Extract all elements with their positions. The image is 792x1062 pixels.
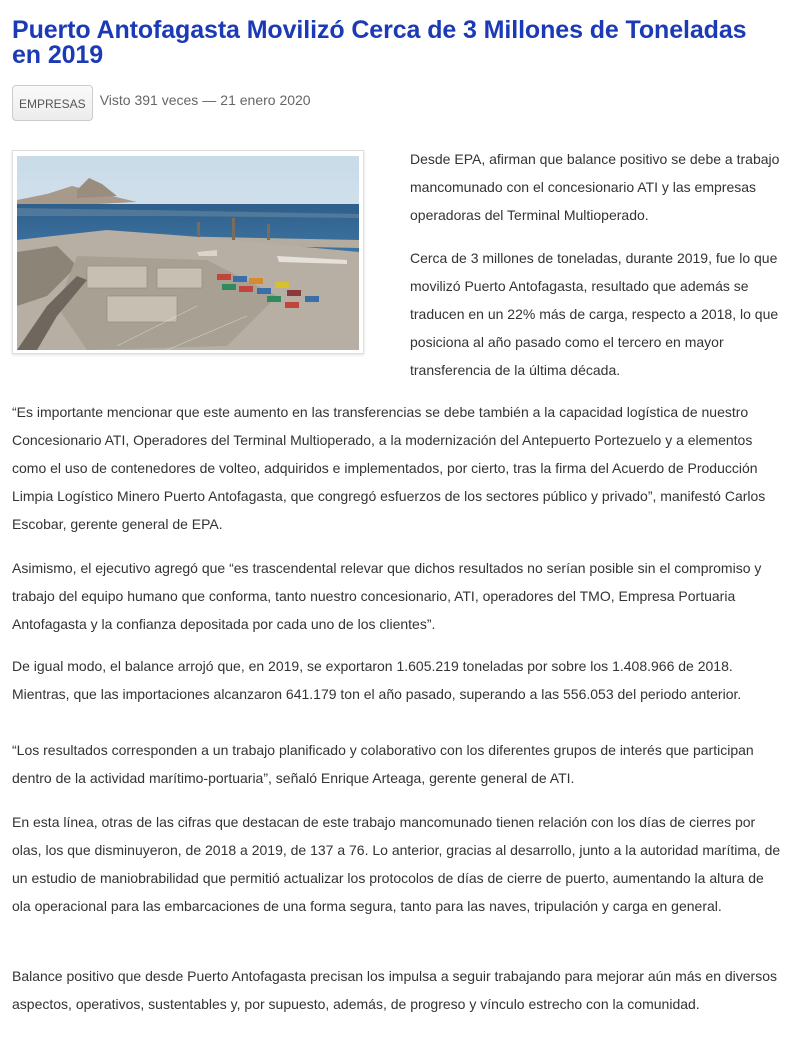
article-meta [12, 84, 311, 122]
paragraph-1: Desde EPA, afirman que balance positivo se debe a trabajo mancomunado con el concesionario ATI y las empresas operadoras del Terminal Multioperado. [410, 151, 780, 223]
paragraph-3: “Es importante mencionar que este aumento en las transferencias se debe también a la capacidad logística de nuestro Concesionario ATI, Operadores del Terminal Multioperado, a la modernización del Antepuerto Portezuelo y a elementos como el uso de contenedores de volteo, adquiridos e implementados, por cierto, tras la firma del Acuerdo de Producción Limpia Logístico Minero Puerto Antofagasta, que congregó esfuerzos de los sectores público y privado”, manifestó Carlos Escobar, gerente general de EPA. [12, 404, 766, 532]
category-badge[interactable]: EMPRESAS [12, 85, 93, 121]
paragraph-4: Asimismo, el ejecutivo agregó que “es trascendental relevar que dichos resultados no serían posible sin el compromiso y trabajo del equipo humano que conforma, tanto nuestro concesionario, ATI, operadores del TMO, Empresa Portuaria Antofagasta y la confianza depositada por cada uno de los clientes”. [12, 560, 762, 632]
paragraph-2: Cerca de 3 millones de toneladas, durante 2019, fue lo que movilizó Puerto Antofagasta, resultado que además se traducen en un 22% más de carga, respecto a 2018, lo que posiciona al año pasado como el tercero en mayor transferencia de la última década. [410, 250, 779, 378]
article-image [12, 150, 364, 354]
article-title: Puerto Antofagasta Movilizó Cerca de 3 Millones de Toneladas en 2019 [12, 16, 747, 69]
view-count: Visto 391 veces [99, 92, 199, 108]
paragraph-5: De igual modo, el balance arrojó que, en 2019, se exportaron 1.605.219 toneladas por sobre los 1.408.966 de 2018. Mientras, que las importaciones alcanzaron 641.179 ton el año pasado, superando a las 556.053 del periodo anterior. [12, 658, 742, 702]
meta-separator: — [202, 92, 217, 108]
port-photo-icon [17, 156, 359, 350]
paragraph-8: Balance positivo que desde Puerto Antofagasta precisan los impulsa a seguir trabajando para mejorar aún más en diversos aspectos, operativos, sustentables y, por supuesto, además, de progreso y vínculo estrecho con la comunidad. [12, 968, 778, 1012]
publish-date: 21 enero 2020 [220, 92, 311, 108]
article-info [100, 92, 311, 108]
paragraph-7: En esta línea, otras de las cifras que destacan de este trabajo mancomunado tienen relación con los días de cierres por olas, los que disminuyeron, de 2018 a 2019, de 137 a 76. Lo anterior, gracias al desarrollo, junto a la autoridad marítima, de un estudio de maniobrabilidad que permitió actualizar los protocolos de días de cierre de puerto, aumentando la altura de ola operacional para las embarcaciones de una forma segura, tanto para las naves, tripulación y carga en general. [12, 814, 781, 914]
paragraph-6: “Los resultados corresponden a un trabajo planificado y colaborativo con los diferentes grupos de interés que participan dentro de la actividad marítimo-portuaria”, señaló Enrique Arteaga, gerente general de ATI. [12, 742, 754, 786]
